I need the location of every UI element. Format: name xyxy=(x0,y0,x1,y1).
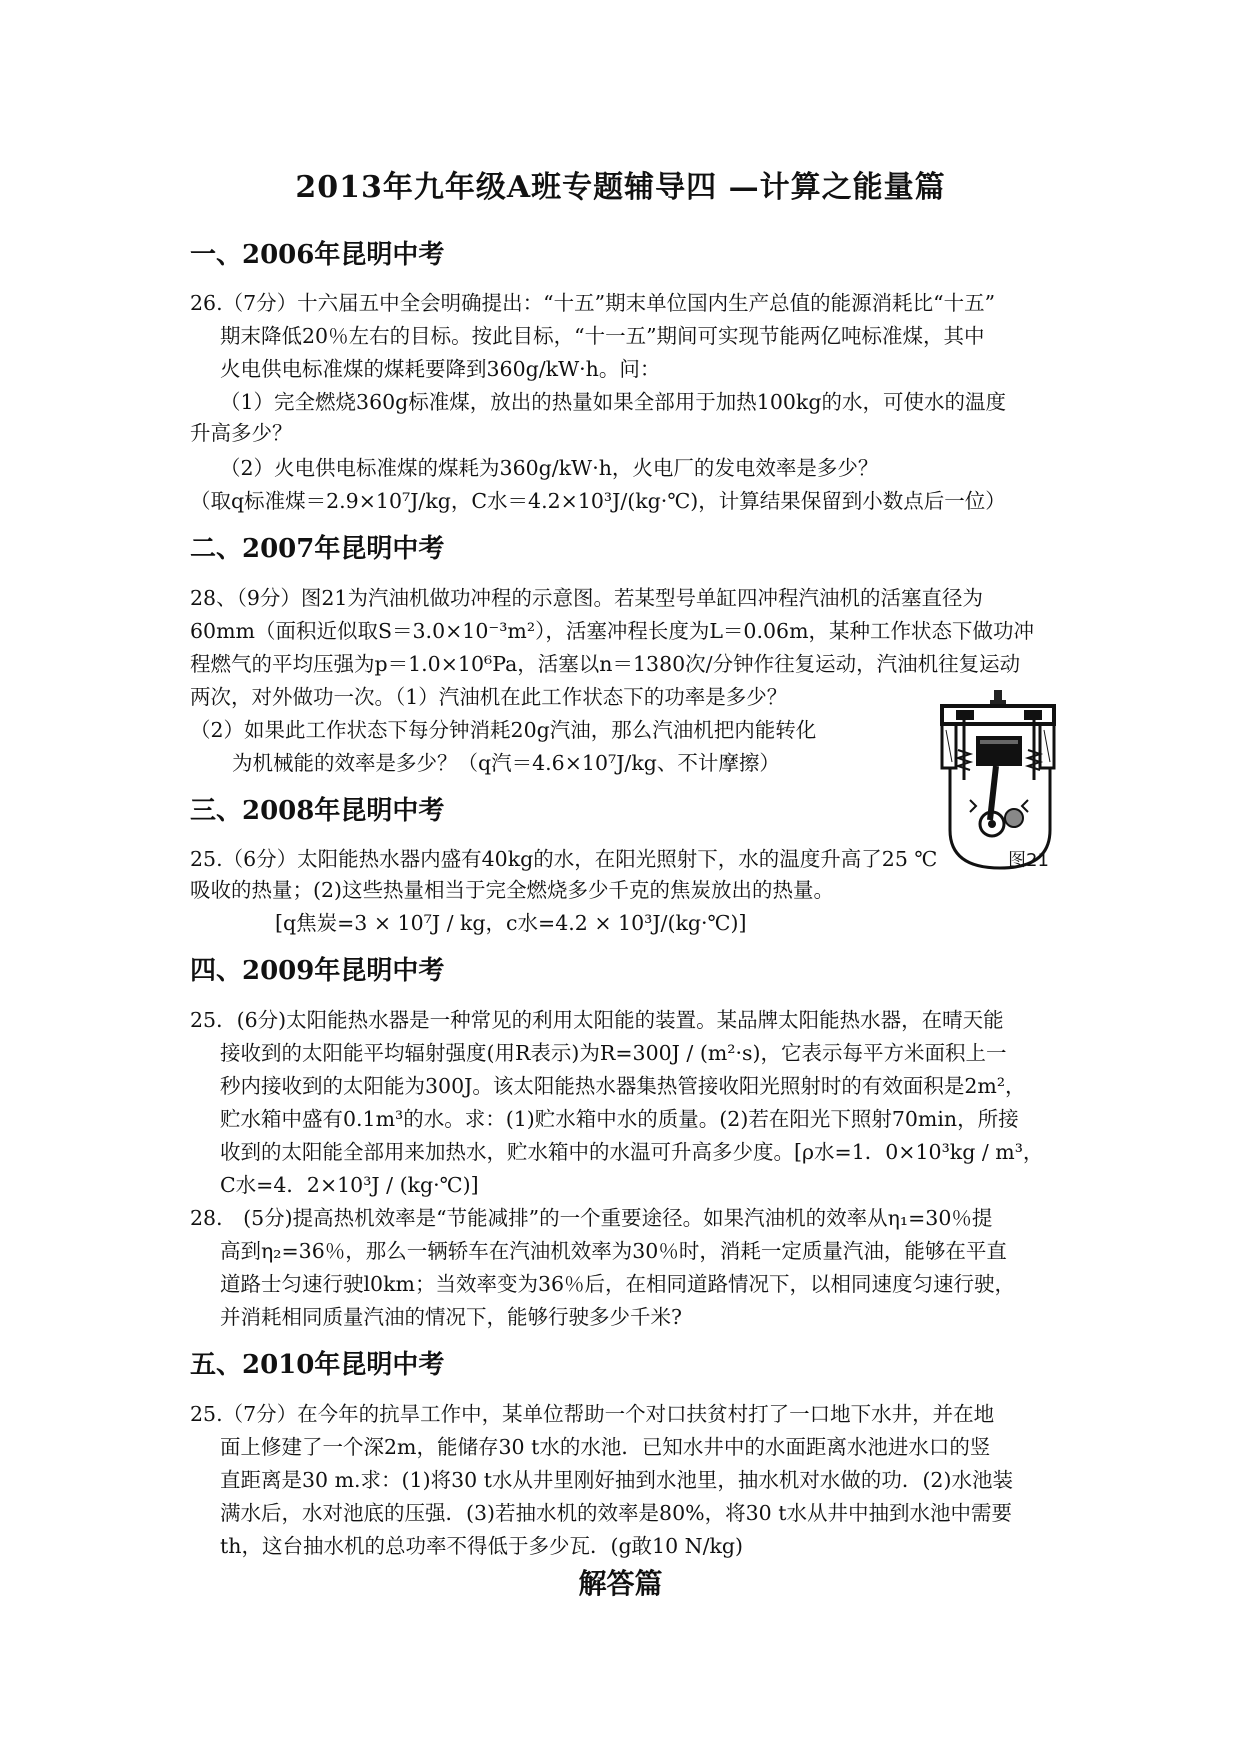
question-line: 25．(6分)太阳能热水器是一种常见的利用太阳能的装置。某品牌太阳能热水器，在晴天能 xyxy=(190,1008,1004,1032)
question-line: 接收到的太阳能平均辐射强度(用R表示)为R=300J / (m²·s)，它表示每平方米面积上一 xyxy=(220,1041,1007,1065)
page-title: 2013年九年级A班专题辅导四 —计算之能量篇 xyxy=(295,170,946,205)
question-line: 道路士匀速行驶l0km；当效率变为36％后，在相同道路情况下，以相同速度匀速行驶， xyxy=(220,1272,1016,1296)
engine-diagram-figure xyxy=(936,690,1064,872)
question-line: 秒内接收到的太阳能为300J。该太阳能热水器集热管接收阳光照射时的有效面积是2m²， xyxy=(220,1074,1026,1098)
question-line: 期末降低20％左右的目标。按此目标，“十一五”期间可实现节能两亿吨标准煤，其中 xyxy=(220,324,985,348)
question-line: 升高多少？ xyxy=(190,421,293,445)
question-line: 28． (5分)提高热机效率是“节能减排”的一个重要途径。如果汽油机的效率从η₁=30％提 xyxy=(190,1206,993,1230)
question-line: 60mm（面积近似取S＝3.0×10⁻³m²），活塞冲程长度为L＝0.06m，某种工作状态下做功冲 xyxy=(190,619,1035,643)
question-line: 两次，对外做功一次。（1）汽油机在此工作状态下的功率是多少？ xyxy=(190,685,788,709)
question-line: （2）火电供电标准煤的煤耗为360g/kW·h，火电厂的发电效率是多少？ xyxy=(220,456,879,480)
question-line: 收到的太阳能全部用来加热水，贮水箱中的水温可升高多少度。[ρ水=1．0×10³kg / m³， xyxy=(220,1140,1044,1164)
question-line: 直距离是30 m.求：(1)将30 t水从井里刚好抽到水池里，抽水机对水做的功．(2)水池装 xyxy=(220,1468,1013,1492)
question-line: th，这台抽水机的总功率不得低于多少瓦．(g敢10 N/kg) xyxy=(220,1534,744,1558)
question-line: 面上修建了一个深2m，能储存30 t水的水池．已知水井中的水面距离水池进水口的竖 xyxy=(220,1435,991,1459)
question-line: 火电供电标准煤的煤耗要降到360g/kW·h。问： xyxy=(220,357,661,381)
question-line: 26.（7分）十六届五中全会明确提出：“十五”期末单位国内生产总值的能源消耗比“十五” xyxy=(190,291,996,315)
answers-heading: 解答篇 xyxy=(578,1567,663,1600)
question-line: 吸收的热量；(2)这些热量相当于完全燃烧多少千克的焦炭放出的热量。 xyxy=(190,878,835,902)
question-line: 满水后，水对池底的压强．(3)若抽水机的效率是80%，将30 t水从井中抽到水池中需要 xyxy=(220,1501,1012,1525)
figure-caption: 图21 xyxy=(1008,850,1049,871)
section-heading-2008: 三、2008年昆明中考 xyxy=(190,796,445,826)
question-line: 28、（9分）图21为汽油机做功冲程的示意图。若某型号单缸四冲程汽油机的活塞直径为 xyxy=(190,586,983,610)
question-line: 程燃气的平均压强为p＝1.0×10⁶Pa，活塞以n＝1380次/分钟作往复运动，汽油机往复运动 xyxy=(190,652,1021,676)
question-line: 高到η₂=36％，那么一辆轿车在汽油机效率为30％时，消耗一定质量汽油，能够在平直 xyxy=(220,1239,1007,1263)
section-heading-2010: 五、2010年昆明中考 xyxy=(190,1350,445,1380)
question-line: （2）如果此工作状态下每分钟消耗20g汽油，那么汽油机把内能转化 xyxy=(190,718,817,742)
section-heading-2006: 一、2006年昆明中考 xyxy=(190,240,445,270)
question-line: C水=4．2×10³J / (kg·℃)] xyxy=(220,1173,479,1197)
question-line: 贮水箱中盛有0.1m³的水。求：(1)贮水箱中水的质量。(2)若在阳光下照射70min，所接 xyxy=(220,1107,1019,1131)
question-line: （取q标准煤＝2.9×10⁷J/kg，C水＝4.2×10³J/(kg·℃)，计算结果保留到小数点后一位） xyxy=(190,489,1006,513)
section-heading-2009: 四、2009年昆明中考 xyxy=(190,956,445,986)
question-line: 25.（7分）在今年的抗旱工作中，某单位帮助一个对口扶贫村打了一口地下水井，并在地 xyxy=(190,1402,995,1426)
question-line: 25.（6分）太阳能热水器内盛有40kg的水，在阳光照射下，水的温度升高了25 ℃ xyxy=(190,847,938,871)
question-line: （1）完全燃烧360g标准煤，放出的热量如果全部用于加热100kg的水，可使水的温度 xyxy=(220,390,1006,414)
section-heading-2007: 二、2007年昆明中考 xyxy=(190,534,445,564)
question-line: [q焦炭=3 × 10⁷J / kg，c水=4.2 × 10³J/(kg·℃)] xyxy=(275,911,747,935)
question-line: 为机械能的效率是多少？（q汽＝4.6×10⁷J/kg、不计摩擦） xyxy=(232,751,780,775)
question-line: 并消耗相同质量汽油的情况下，能够行驶多少千米? xyxy=(220,1305,682,1329)
